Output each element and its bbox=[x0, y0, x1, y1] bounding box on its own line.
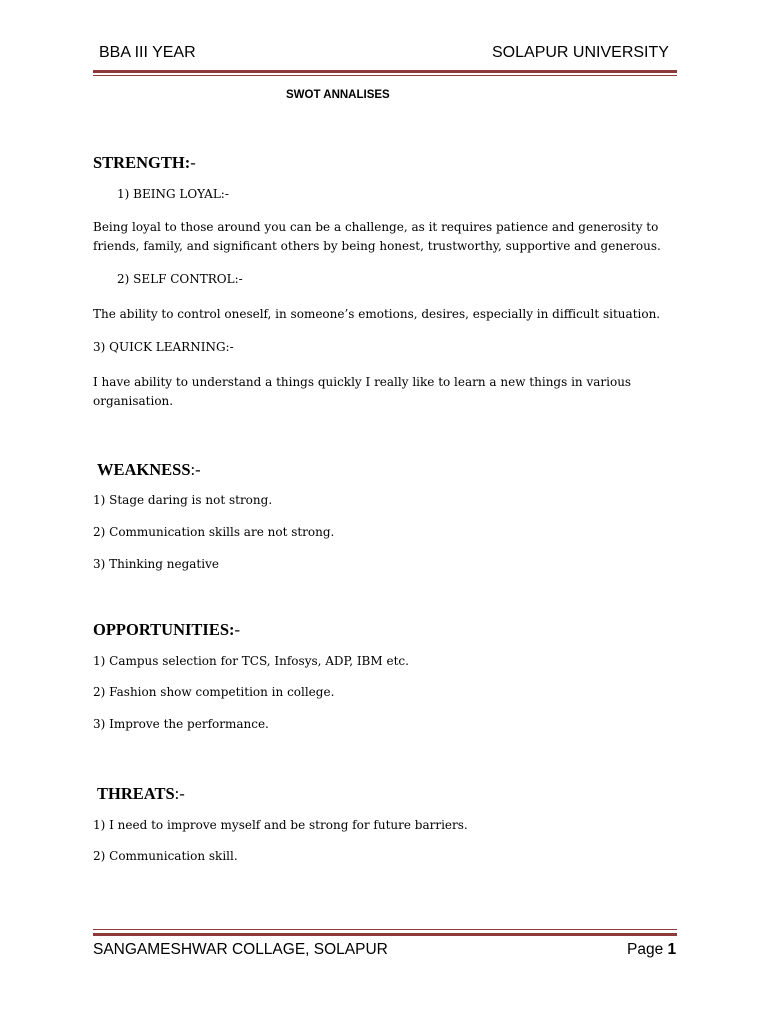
strength-item-1-text: Being loyal to those around you can be a challenge, as it requires patience and generosity to friends, family, and significant others by being honest, trustworthy, supportive and generous. bbox=[93, 220, 661, 253]
footer-rule bbox=[93, 933, 677, 936]
strength-heading: STRENGTH:- bbox=[93, 153, 196, 172]
weakness-item-3: 3) Thinking negative bbox=[93, 557, 219, 571]
strength-item-1-label: 1) BEING LOYAL:- bbox=[117, 187, 229, 201]
footer-rule-thin bbox=[93, 929, 677, 930]
opportunities-item-1: 1) Campus selection for TCS, Infosys, ADP, IBM etc. bbox=[93, 654, 409, 668]
weakness-item-1: 1) Stage daring is not strong. bbox=[93, 493, 273, 507]
opportunities-item-2: 2) Fashion show competition in college. bbox=[93, 685, 335, 699]
threats-heading: THREATS:- bbox=[97, 784, 185, 803]
threats-item-2: 2) Communication skill. bbox=[93, 849, 238, 863]
footer-left: SANGAMESHWAR COLLAGE, SOLAPUR bbox=[93, 941, 388, 958]
threats-item-1: 1) I need to improve myself and be strong for future barriers. bbox=[93, 818, 468, 832]
page-title: SWOT ANNALISES bbox=[286, 89, 390, 101]
strength-item-2-label: 2) SELF CONTROL:- bbox=[117, 272, 243, 286]
opportunities-item-3: 3) Improve the performance. bbox=[93, 717, 269, 731]
opportunities-heading: OPPORTUNITIES:- bbox=[93, 620, 241, 639]
header-rule bbox=[93, 70, 677, 73]
strength-item-3-text: I have ability to understand a things quickly I really like to learn a new things in various organisation. bbox=[93, 375, 632, 408]
weakness-heading: WEAKNESS:- bbox=[97, 460, 201, 479]
strength-item-3-label: 3) QUICK LEARNING:- bbox=[93, 340, 234, 354]
header-rule-thin bbox=[93, 75, 677, 76]
header-left: BBA III YEAR bbox=[99, 44, 196, 61]
weakness-item-2: 2) Communication skills are not strong. bbox=[93, 525, 335, 539]
strength-item-2-text: The ability to control oneself, in someone’s emotions, desires, especially in difficult situation. bbox=[93, 307, 661, 321]
header-right: SOLAPUR UNIVERSITY bbox=[492, 44, 669, 61]
page-number: Page 1 bbox=[627, 941, 677, 958]
